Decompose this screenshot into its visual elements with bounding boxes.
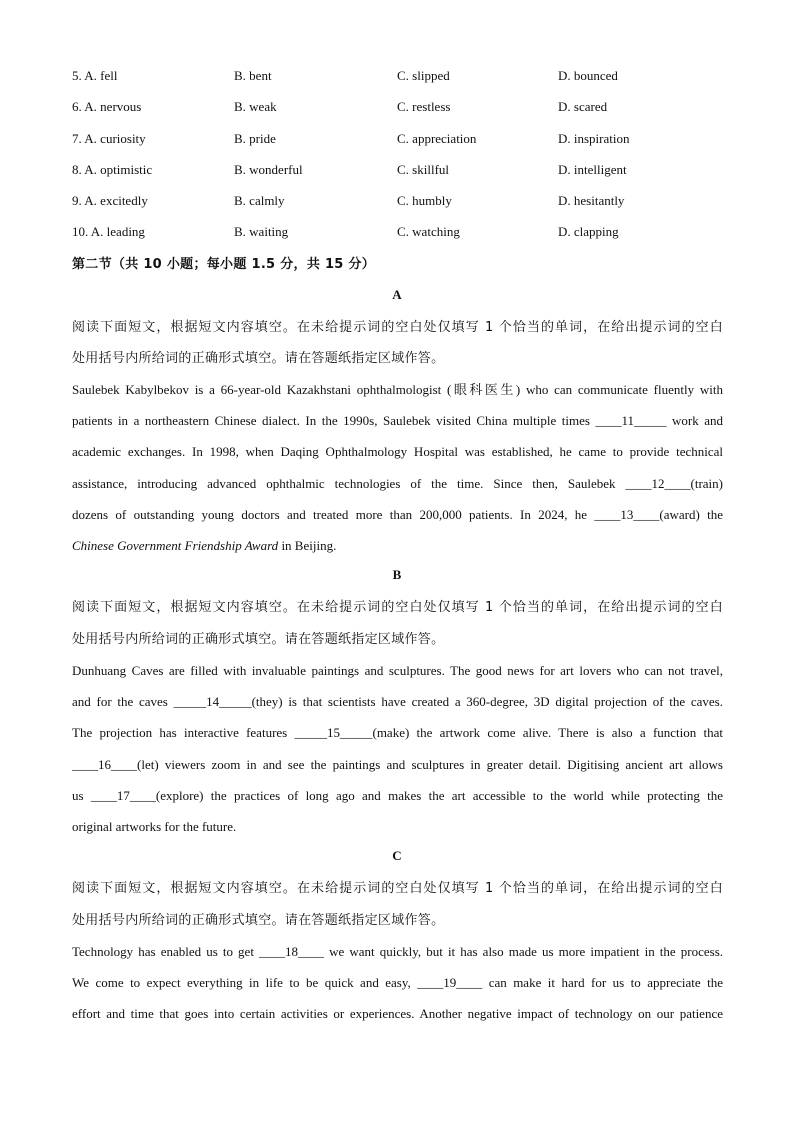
option-c: C. watching [397, 224, 460, 239]
option-a: 10. A. leading [72, 224, 145, 239]
text: dozens of outstanding young doctors and treated more than 200,000 patients. In 2024, he [72, 507, 595, 522]
text: assistance, introducing advanced ophthalmic technologies of the time. Since then, Saulebek [72, 476, 626, 491]
instruction-line: 处用括号内所给词的正确形式填空。请在答题纸指定区域作答。 [72, 913, 445, 928]
text: We come to expect everything in life to be quick and easy, [72, 975, 418, 990]
blank-16[interactable]: ____16____ [72, 757, 137, 772]
option-a: 6. A. nervous [72, 99, 142, 114]
passage-line [72, 474, 723, 494]
text: (train) [690, 476, 723, 491]
text: can make it hard for us to appreciate the [482, 975, 723, 990]
instruction-line: 处用括号内所给词的正确形式填空。请在答题纸指定区域作答。 [72, 632, 445, 647]
blank-17[interactable]: ____17____ [90, 788, 156, 803]
text: in Beijing. [278, 538, 337, 553]
option-c: C. slipped [397, 68, 450, 83]
option-d: D. clapping [558, 224, 619, 239]
text: (let) viewers zoom in and see the paintings and sculptures in greater detail. Digitising ancient art allows [137, 757, 723, 772]
option-b: B. wonderful [234, 162, 303, 177]
option-d: D. scared [558, 99, 608, 114]
option-row [72, 162, 732, 182]
instruction-line: 阅读下面短文，根据短文内容填空。在未给提示词的空白处仅填写 1 个恰当的单词，在给出提示词的空白 [72, 320, 723, 335]
blank-15[interactable]: _____15_____ [294, 725, 373, 740]
option-b: B. weak [234, 99, 277, 114]
option-a: 9. A. excitedly [72, 193, 148, 208]
passage-line [72, 692, 723, 712]
option-c: C. skillful [397, 162, 450, 177]
text: we want quickly, but it has also made us more impatient in the process. [324, 944, 724, 959]
text: (make) the artwork come alive. There is also a function that [372, 725, 724, 740]
instruction-line: 处用括号内所给词的正确形式填空。请在答题纸指定区域作答。 [72, 351, 445, 366]
passage-line [72, 536, 723, 556]
text: (they) is that scientists have created a 360-degree, 3D digital projection of the caves. [251, 694, 723, 709]
option-a: 5. A. fell [72, 68, 118, 83]
option-row [72, 224, 732, 244]
passage-line [72, 786, 723, 806]
option-d: D. bounced [558, 68, 618, 83]
passage-label: A [392, 287, 402, 302]
passage-line: Saulebek Kabylbekov is a 66-year-old Kazakhstani ophthalmologist (眼科医生) who can communicate fluently with [72, 382, 723, 397]
option-d: D. hesitantly [558, 193, 625, 208]
option-d: D. intelligent [558, 162, 627, 177]
passage-line [72, 505, 723, 525]
blank-18[interactable]: ____18____ [259, 944, 325, 959]
option-b: B. pride [234, 131, 276, 146]
option-row [72, 131, 732, 151]
blank-19[interactable]: ____19____ [417, 975, 483, 990]
award-name: Chinese Government Friendship Award [72, 538, 279, 553]
option-c: C. restless [397, 99, 451, 114]
passage-label: B [392, 567, 402, 582]
instruction-line: 阅读下面短文，根据短文内容填空。在未给提示词的空白处仅填写 1 个恰当的单词，在给出提示词的空白 [72, 881, 723, 896]
option-a: 7. A. curiosity [72, 131, 146, 146]
passage-line: original artworks for the future. [72, 819, 237, 834]
passage-line [72, 723, 723, 743]
option-b: B. waiting [234, 224, 289, 239]
option-row [72, 193, 732, 213]
blank-14[interactable]: _____14_____ [173, 694, 252, 709]
blank-11[interactable]: ____11_____ [595, 413, 667, 428]
text: us [72, 788, 91, 803]
text: (award) the [659, 507, 723, 522]
text: work and [666, 413, 723, 428]
blank-13[interactable]: ____13____ [594, 507, 660, 522]
passage-line: academic exchanges. In 1998, when Daqing Ophthalmology Hospital was established, he came to provide technical [72, 444, 723, 459]
passage-line: effort and time that goes into certain activities or experiences. Another negative impact of technology on our patience [72, 1006, 723, 1021]
text: patients in a northeastern Chinese dialect. In the 1990s, Saulebek visited China multiple times [72, 413, 596, 428]
passage-line [72, 755, 723, 775]
option-d: D. inspiration [558, 131, 630, 146]
option-b: B. bent [234, 68, 272, 83]
passage-line [72, 973, 723, 993]
option-c: C. humbly [397, 193, 452, 208]
option-c: C. appreciation [397, 131, 477, 146]
text: (explore) the practices of long ago and makes the art accessible to the world while protecting the [155, 788, 724, 803]
section-heading: 第二节（共 10 小题；每小题 1.5 分，共 15 分） [72, 257, 376, 272]
option-row [72, 68, 732, 88]
passage-label: C [392, 848, 402, 863]
text: The projection has interactive features [72, 725, 295, 740]
passage-line [72, 942, 723, 962]
option-row [72, 99, 732, 119]
option-a: 8. A. optimistic [72, 162, 153, 177]
passage-line: Dunhuang Caves are filled with invaluable paintings and sculptures. The good news for art lovers who can not travel, [72, 663, 723, 678]
passage-line [72, 411, 723, 431]
blank-12[interactable]: ____12____ [625, 476, 691, 491]
instruction-line: 阅读下面短文，根据短文内容填空。在未给提示词的空白处仅填写 1 个恰当的单词，在给出提示词的空白 [72, 600, 723, 615]
text: and for the caves [72, 694, 174, 709]
option-b: B. calmly [234, 193, 285, 208]
text: Technology has enabled us to get [72, 944, 260, 959]
